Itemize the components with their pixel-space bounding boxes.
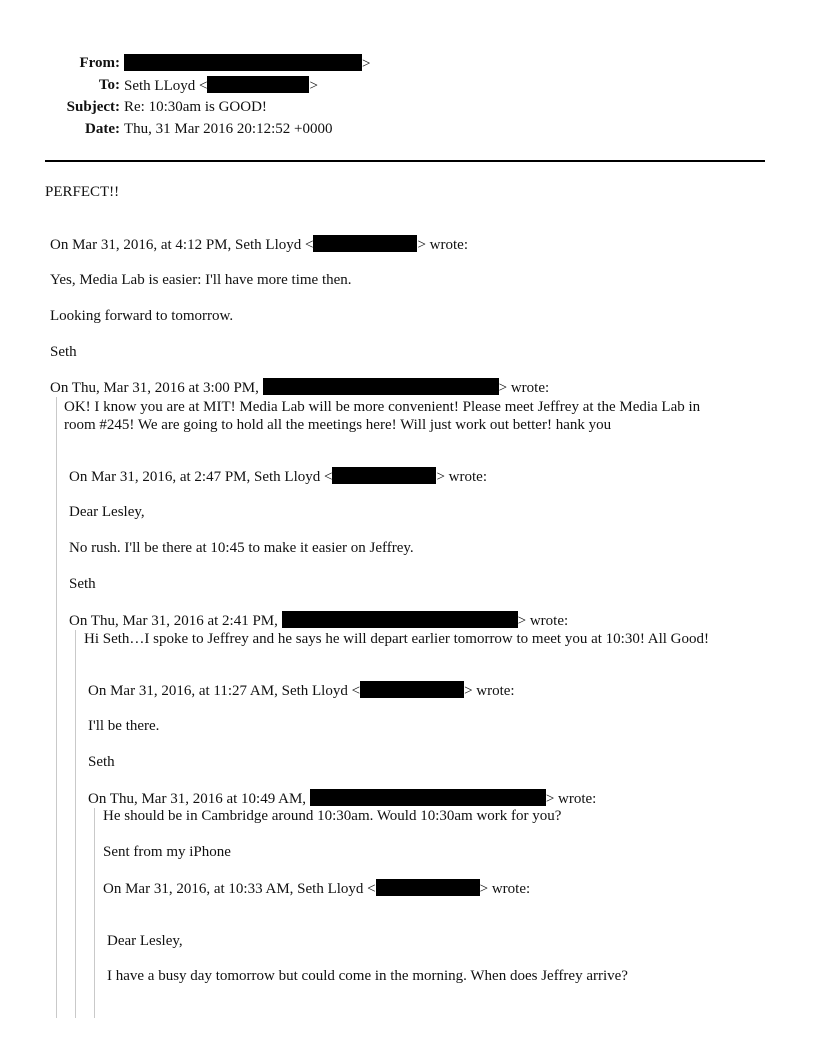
from-value <box>124 54 370 73</box>
to-label: To: <box>98 77 120 93</box>
reply-text: PERFECT!! <box>45 184 120 200</box>
attribution-text: On Thu, Mar 31, 2016 at 10:49 AM, <box>88 791 307 807</box>
redaction-bar <box>332 467 436 484</box>
redaction-bar <box>282 611 518 628</box>
quote3-attribution <box>69 467 487 486</box>
quote5-signature: Seth <box>88 754 115 770</box>
redaction-bar <box>263 378 499 395</box>
quote6-line: Sent from my iPhone <box>103 844 231 860</box>
quote2-attribution <box>50 378 549 397</box>
header-divider <box>45 160 765 162</box>
quote7-attribution <box>103 879 530 898</box>
quote2-line: OK! I know you are at MIT! Media Lab will be more convenient! Please meet Jeffrey at the Media Lab in <box>64 399 701 415</box>
to-value <box>124 76 318 95</box>
quote-bar <box>56 397 57 1018</box>
quote5-line: I'll be there. <box>88 718 160 734</box>
quote7-greeting: Dear Lesley, <box>107 933 183 949</box>
attribution-text: On Mar 31, 2016, at 10:33 AM, Seth Lloyd < <box>103 881 376 897</box>
quote1-line: Yes, Media Lab is easier: I'll have more time then. <box>50 272 352 288</box>
subject-label: Subject: <box>66 99 120 115</box>
quote3-line: No rush. I'll be there at 10:45 to make it easier on Jeffrey. <box>69 540 414 556</box>
quote1-line: Looking forward to tomorrow. <box>50 308 234 324</box>
from-suffix: > <box>362 56 371 72</box>
to-name: Seth LLoyd < <box>124 78 208 94</box>
to-suffix: > <box>309 78 318 94</box>
quote4-attribution <box>69 611 568 630</box>
attribution-suffix: > wrote: <box>545 791 597 807</box>
date-value: Thu, 31 Mar 2016 20:12:52 +0000 <box>124 121 333 137</box>
quote6-line: He should be in Cambridge around 10:30am. Would 10:30am work for you? <box>103 808 562 824</box>
quote3-signature: Seth <box>69 576 96 592</box>
date-label: Date: <box>85 121 120 137</box>
redaction-bar <box>207 76 309 93</box>
quote2-line: room #245! We are going to hold all the meetings here! Will just work out better! hank you <box>64 417 612 433</box>
attribution-suffix: > wrote: <box>498 380 550 396</box>
redaction-bar <box>313 235 417 252</box>
quote7-line: I have a busy day tomorrow but could come in the morning. When does Jeffrey arrive? <box>107 968 628 984</box>
redaction-bar <box>310 789 546 806</box>
quote6-attribution <box>88 789 596 808</box>
quote5-attribution <box>88 681 515 700</box>
redaction-bar <box>360 681 464 698</box>
attribution-text: On Thu, Mar 31, 2016 at 3:00 PM, <box>50 380 259 396</box>
attribution-suffix: > wrote: <box>517 613 569 629</box>
attribution-text: On Mar 31, 2016, at 11:27 AM, Seth Lloyd < <box>88 683 361 699</box>
quote1-attribution <box>50 235 468 254</box>
from-label: From: <box>79 55 120 71</box>
attribution-text: On Mar 31, 2016, at 2:47 PM, Seth Lloyd < <box>69 469 333 485</box>
attribution-suffix: > wrote: <box>417 237 468 253</box>
attribution-suffix: > wrote: <box>479 881 531 897</box>
quote4-line: Hi Seth…I spoke to Jeffrey and he says he will depart earlier tomorrow to meet you at 10:30! All Good! <box>84 631 709 647</box>
quote-bar <box>75 630 76 1018</box>
subject-value: Re: 10:30am is GOOD! <box>124 99 267 115</box>
redaction-bar <box>124 54 362 71</box>
attribution-text: On Thu, Mar 31, 2016 at 2:41 PM, <box>69 613 278 629</box>
attribution-suffix: > wrote: <box>436 469 487 485</box>
redaction-bar <box>376 879 480 896</box>
quote1-signature: Seth <box>50 344 77 360</box>
quote-bar <box>94 808 95 1018</box>
quote3-greeting: Dear Lesley, <box>69 504 145 520</box>
attribution-suffix: > wrote: <box>464 683 515 699</box>
attribution-text: On Mar 31, 2016, at 4:12 PM, Seth Lloyd < <box>50 237 314 253</box>
